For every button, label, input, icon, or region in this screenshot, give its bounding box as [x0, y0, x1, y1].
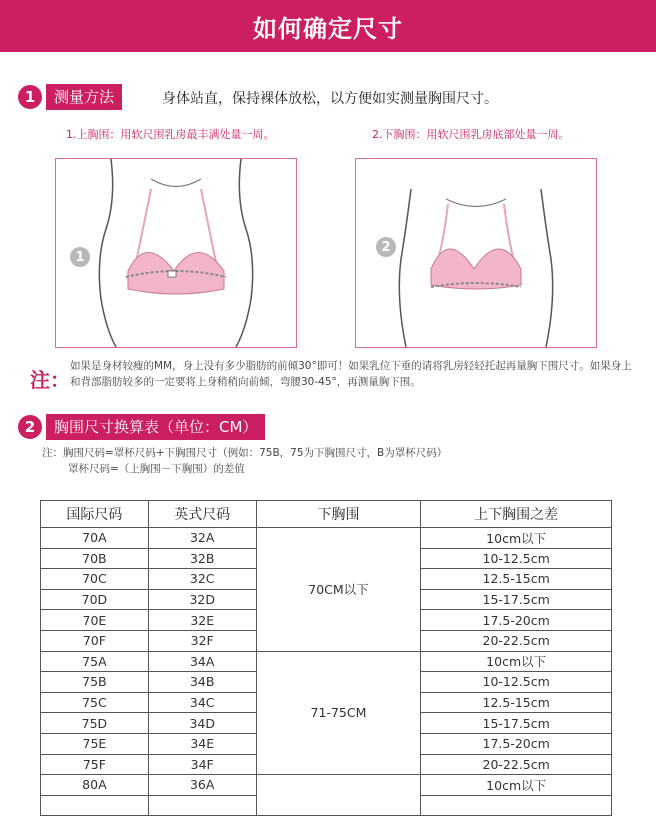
- formula-note: [42, 445, 447, 477]
- table-cell: 75E: [41, 733, 149, 754]
- table-cell: 70E: [41, 610, 149, 631]
- table-cell: 75A: [41, 651, 149, 672]
- table-group-cell: [256, 775, 421, 816]
- section-label: 胸围尺寸换算表（单位：CM）: [46, 414, 265, 440]
- header-banner: [0, 0, 656, 52]
- table-cell: 70F: [41, 630, 149, 651]
- section-2-heading: [18, 414, 265, 440]
- table-cell: 32C: [148, 569, 256, 590]
- table-cell: 17.5-20cm: [421, 733, 612, 754]
- table-cell: 12.5-15cm: [421, 692, 612, 713]
- section-number: 2: [18, 415, 42, 439]
- figure-badge-1: 1: [70, 247, 90, 267]
- col-header: 英式尺码: [148, 501, 256, 528]
- table-cell: 20-22.5cm: [421, 630, 612, 651]
- page-title: 如何确定尺寸: [253, 13, 403, 43]
- col-header: 上下胸围之差: [421, 501, 612, 528]
- table-cell: [41, 795, 149, 816]
- table-cell: 75D: [41, 713, 149, 734]
- note-text: 如果是身材较瘦的MM，身上没有多少脂肪的前倾30°即可！如果乳位下垂的请将乳房轻轻托起再量胸下围尺寸。如果身上和背部脂肪较多的一定要将上身稍稍向前倾，弯腰30-45°，再测量胸下围。: [70, 360, 632, 388]
- table-cell: 75B: [41, 672, 149, 693]
- table-cell: 10-12.5cm: [421, 548, 612, 569]
- note-mark: 注：: [30, 368, 70, 392]
- table-cell: 32A: [148, 528, 256, 549]
- table-cell: 70D: [41, 589, 149, 610]
- table-cell: 12.5-15cm: [421, 569, 612, 590]
- measure-intro: 身体站直，保持裸体放松，以方便如实测量胸围尺寸。: [162, 91, 498, 107]
- table-cell: 34F: [148, 754, 256, 775]
- table-cell: 70B: [41, 548, 149, 569]
- col-header: 国际尺码: [41, 501, 149, 528]
- table-cell: 15-17.5cm: [421, 589, 612, 610]
- section-number: 1: [18, 85, 42, 109]
- table-cell: 10cm以下: [421, 651, 612, 672]
- table-cell: 17.5-20cm: [421, 610, 612, 631]
- table-cell: 34E: [148, 733, 256, 754]
- table-header-row: [41, 501, 612, 528]
- table-cell: [148, 795, 256, 816]
- figure-under-bust: [355, 158, 597, 348]
- table-cell: 32F: [148, 630, 256, 651]
- table-cell: 36A: [148, 775, 256, 796]
- table-cell: 70A: [41, 528, 149, 549]
- figure-badge-2: 2: [376, 237, 396, 257]
- table-cell: 10cm以下: [421, 775, 612, 796]
- formula-line-2: 罩杯尺码=（上胸围－下胸围）的差值: [68, 463, 245, 475]
- table-row: [41, 775, 612, 796]
- table-cell: 70C: [41, 569, 149, 590]
- table-group-cell: 70CM以下: [256, 528, 421, 652]
- table-row: [41, 651, 612, 672]
- figure-caption-1: 1.上胸围：用软尺围乳房最丰满处量一周。: [66, 128, 275, 141]
- torso-illustration: [56, 159, 296, 347]
- table-cell: 10cm以下: [421, 528, 612, 549]
- table-cell: 75F: [41, 754, 149, 775]
- section-label: 测量方法: [46, 84, 122, 110]
- table-cell: 32D: [148, 589, 256, 610]
- table-cell: 75C: [41, 692, 149, 713]
- table-cell: 20-22.5cm: [421, 754, 612, 775]
- size-table: [40, 500, 612, 816]
- figure-caption-2: 2.下胸围：用软尺围乳房底部处量一周。: [372, 128, 570, 141]
- formula-line-1: 注：胸围尺码=罩杯尺码+下胸围尺寸（例如：75B，75为下胸围尺寸，B为罩杯尺码）: [42, 447, 448, 459]
- table-cell: 34D: [148, 713, 256, 734]
- table-cell: 34C: [148, 692, 256, 713]
- table-cell: 15-17.5cm: [421, 713, 612, 734]
- table-cell: [421, 795, 612, 816]
- section-1-heading: [18, 84, 122, 110]
- table-cell: 10-12.5cm: [421, 672, 612, 693]
- table-cell: 32E: [148, 610, 256, 631]
- table-row: [41, 528, 612, 549]
- table-group-cell: 71-75CM: [256, 651, 421, 775]
- table-cell: 80A: [41, 775, 149, 796]
- table-cell: 34A: [148, 651, 256, 672]
- figure-upper-bust: [55, 158, 297, 348]
- table-cell: 34B: [148, 672, 256, 693]
- table-cell: 32B: [148, 548, 256, 569]
- col-header: 下胸围: [256, 501, 421, 528]
